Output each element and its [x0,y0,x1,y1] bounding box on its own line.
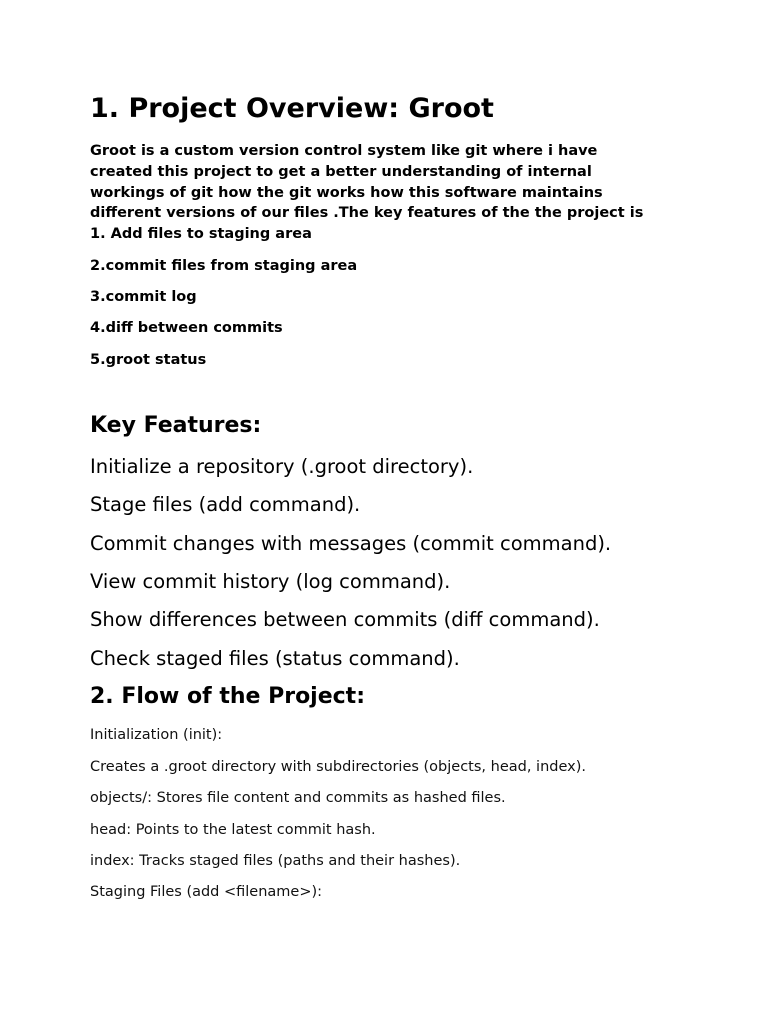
key-feature-item: Initialize a repository (.groot directory). [90,455,474,478]
project-overview-title: 1. Project Overview: Groot [90,93,494,124]
key-feature-item: View commit history (log command). [90,570,451,593]
key-feature-item: Check staged files (status command). [90,647,460,670]
intro-line: Groot is a custom version control system like git where i have [90,143,598,159]
feature-list-item: 5.groot status [90,352,207,368]
intro-paragraph [90,141,690,245]
feature-list-item: 4.diff between commits [90,320,283,336]
flow-item: index: Tracks staged files (paths and their hashes). [90,853,461,869]
flow-item: head: Points to the latest commit hash. [90,822,376,838]
key-feature-item: Commit changes with messages (commit command). [90,532,612,555]
flow-item: objects/: Stores file content and commits as hashed files. [90,790,506,806]
flow-item: Staging Files (add <filename>): [90,884,323,900]
intro-line: created this project to get a better understanding of internal [90,163,592,180]
key-feature-item: Show differences between commits (diff command). [90,608,600,631]
intro-line: workings of git how the git works how this software maintains [90,184,603,201]
flow-item: Initialization (init): [90,727,223,743]
feature-list-item: 2.commit files from staging area [90,258,358,274]
flow-item: Creates a .groot directory with subdirectories (objects, head, index). [90,759,586,775]
key-feature-item: Stage files (add command). [90,493,361,516]
flow-heading: 2. Flow of the Project: [90,684,365,709]
intro-line: different versions of our files .The key features of the the project is [90,205,644,222]
intro-line: 1. Add files to staging area [90,226,312,243]
key-features-heading: Key Features: [90,413,262,438]
feature-list-item: 3.commit log [90,289,197,305]
